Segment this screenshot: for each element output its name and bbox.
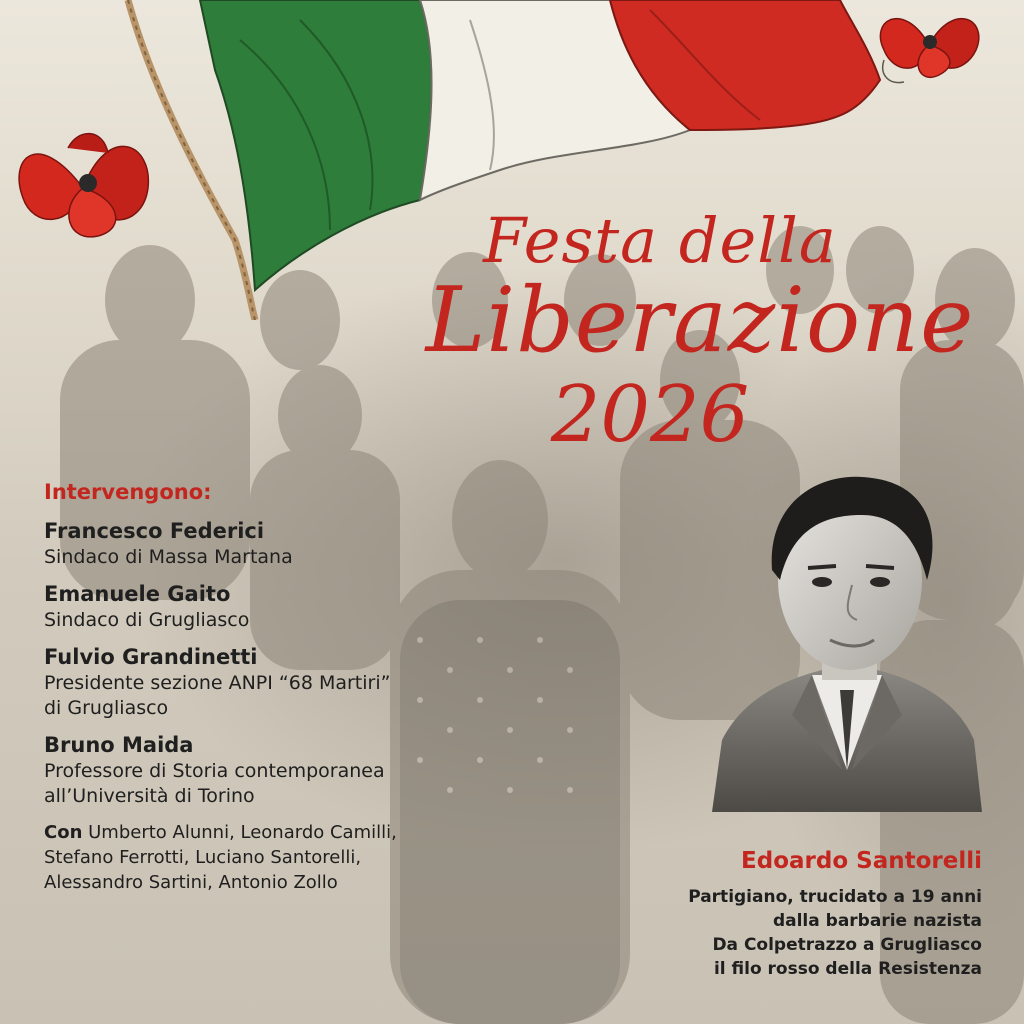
other-speakers — [44, 820, 544, 895]
other-speakers-line-2: Stefano Ferrotti, Luciano Santorelli, — [44, 847, 362, 868]
speaker-item — [44, 581, 544, 633]
speaker-item — [44, 732, 544, 809]
speaker-role: Sindaco di Massa Martana — [44, 546, 293, 568]
hero-line: Da Colpetrazzo a Grugliasco — [712, 935, 982, 955]
hero-line: il filo rosso della Resistenza — [713, 959, 982, 979]
hero-line: dalla barbarie nazista — [772, 911, 982, 931]
portrait-photo — [712, 470, 982, 812]
title-line-2: Liberazione — [425, 268, 975, 373]
other-speakers-line-3: Alessandro Sartini, Antonio Zollo — [44, 872, 338, 893]
hero-caption — [562, 845, 982, 981]
hero-line: Partigiano, trucidato a 19 anni — [688, 887, 982, 907]
speaker-name: Francesco Federici — [44, 519, 265, 543]
speaker-role: Sindaco di Grugliasco — [44, 609, 250, 631]
other-speakers-line-1: Umberto Alunni, Leonardo Camilli, — [88, 822, 397, 843]
hero-name: Edoardo Santorelli — [741, 848, 982, 874]
speaker-role-continued: all’Università di Torino — [44, 785, 255, 807]
speaker-name: Bruno Maida — [44, 733, 194, 757]
speaker-name: Fulvio Grandinetti — [44, 645, 258, 669]
speaker-role: Presidente sezione ANPI “68 Martiri” — [44, 672, 391, 694]
speaker-role: Professore di Storia contemporanea — [44, 760, 385, 782]
speaker-item — [44, 518, 544, 570]
title-year: 2026 — [550, 370, 750, 460]
event-title — [400, 204, 1000, 460]
speaker-item — [44, 644, 544, 721]
speakers-list — [44, 480, 544, 895]
poppy-flower-illustration — [8, 118, 158, 248]
speaker-name: Emanuele Gaito — [44, 582, 231, 606]
con-label: Con — [44, 822, 83, 843]
poppy-flower-illustration — [864, 0, 994, 90]
speakers-intro: Intervengono: — [44, 480, 212, 504]
title-line-1: Festa della — [483, 204, 837, 277]
speaker-role-continued: di Grugliasco — [44, 697, 169, 719]
